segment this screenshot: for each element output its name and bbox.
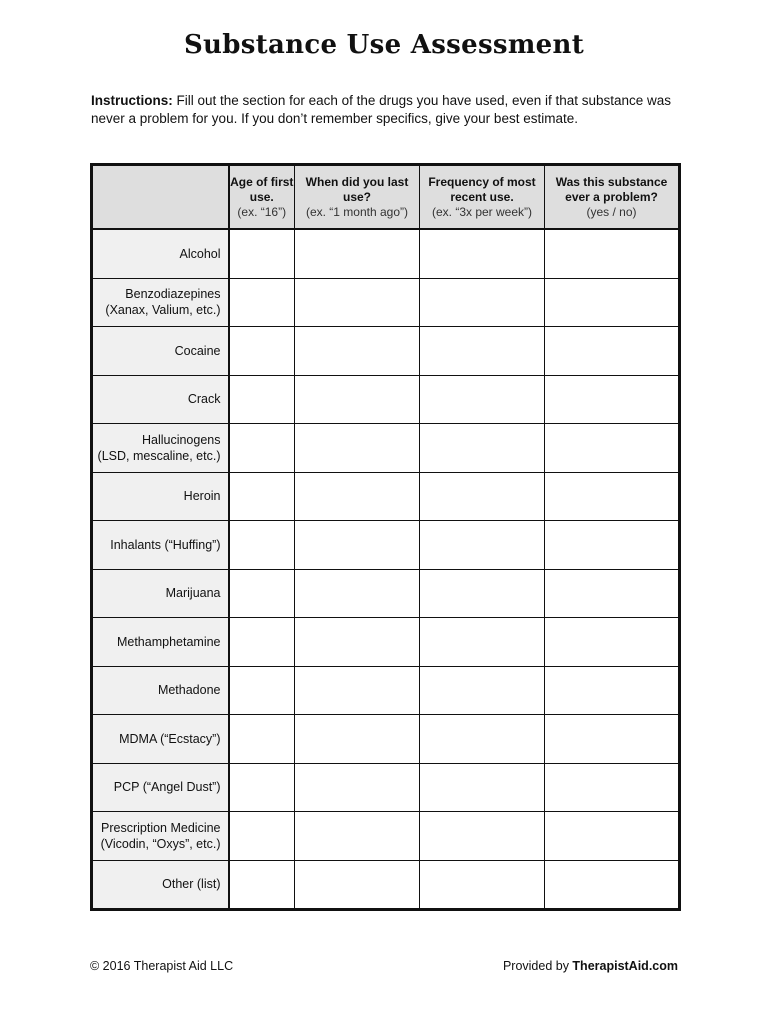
frequency-cell[interactable] [420, 472, 545, 521]
footer-provided-by: Provided by TherapistAid.com [502, 959, 678, 973]
substance-name: Other (list) [162, 877, 221, 892]
table-row [92, 327, 680, 376]
age-first-use-cell[interactable] [229, 375, 295, 424]
age-first-use-cell[interactable] [229, 278, 295, 327]
substance-label [92, 715, 229, 764]
age-first-use-cell[interactable] [229, 521, 295, 570]
substance-label [92, 763, 229, 812]
table-row [92, 860, 680, 910]
substance-name: Inhalants (“Huffing”) [110, 537, 221, 552]
footer-copyright: © 2016 Therapist Aid LLC [90, 959, 234, 973]
substance-label [92, 278, 229, 327]
last-use-cell[interactable] [295, 618, 420, 667]
header-corner-cell [92, 165, 229, 230]
frequency-cell[interactable] [420, 521, 545, 570]
instructions-label: Instructions: [91, 93, 173, 108]
frequency-cell[interactable] [420, 278, 545, 327]
table-row [92, 424, 680, 473]
table-row [92, 763, 680, 812]
table-row [92, 375, 680, 424]
table-row [92, 278, 680, 327]
substance-name: Alcohol [179, 246, 221, 261]
table-row [92, 812, 680, 861]
age-first-use-cell[interactable] [229, 424, 295, 473]
age-first-use-cell[interactable] [229, 569, 295, 618]
problem-cell[interactable] [545, 229, 680, 278]
instructions [91, 92, 681, 128]
table-row [92, 569, 680, 618]
age-first-use-cell[interactable] [229, 860, 295, 910]
problem-cell[interactable] [545, 472, 680, 521]
table-row [92, 715, 680, 764]
substance-label [92, 618, 229, 667]
header-last-use: When did you last use? (ex. “1 month ago”) [295, 165, 420, 230]
problem-cell[interactable] [545, 618, 680, 667]
substance-name: Benzodiazepines [125, 287, 221, 302]
header-age-first-use: Age of first use. (ex. “16”) [229, 165, 295, 230]
problem-cell[interactable] [545, 860, 680, 910]
substance-label [92, 424, 229, 473]
frequency-cell[interactable] [420, 763, 545, 812]
substance-label [92, 472, 229, 521]
table-row [92, 472, 680, 521]
age-first-use-cell[interactable] [229, 666, 295, 715]
age-first-use-cell[interactable] [229, 618, 295, 667]
footer-site: TherapistAid.com [572, 959, 678, 973]
problem-cell[interactable] [545, 375, 680, 424]
problem-cell[interactable] [545, 327, 680, 376]
header-row [92, 165, 680, 230]
substance-name: Methamphetamine [116, 634, 221, 649]
problem-cell[interactable] [545, 278, 680, 327]
age-first-use-cell[interactable] [229, 327, 295, 376]
substance-name: Hallucinogens [141, 432, 221, 447]
substance-name: Prescription Medicine [101, 820, 221, 835]
substance-label [92, 375, 229, 424]
last-use-cell[interactable] [295, 424, 420, 473]
substance-name: Cocaine [174, 343, 221, 358]
last-use-cell[interactable] [295, 375, 420, 424]
frequency-cell[interactable] [420, 666, 545, 715]
substance-name: PCP (“Angel Dust”) [113, 780, 221, 795]
frequency-cell[interactable] [420, 618, 545, 667]
problem-cell[interactable] [545, 763, 680, 812]
problem-cell[interactable] [545, 521, 680, 570]
age-first-use-cell[interactable] [229, 472, 295, 521]
last-use-cell[interactable] [295, 278, 420, 327]
table-row [92, 521, 680, 570]
last-use-cell[interactable] [295, 860, 420, 910]
table-row [92, 666, 680, 715]
substance-label [92, 666, 229, 715]
last-use-cell[interactable] [295, 812, 420, 861]
frequency-cell[interactable] [420, 327, 545, 376]
table-row [92, 229, 680, 278]
frequency-cell[interactable] [420, 715, 545, 764]
last-use-cell[interactable] [295, 569, 420, 618]
frequency-cell[interactable] [420, 229, 545, 278]
frequency-cell[interactable] [420, 569, 545, 618]
problem-cell[interactable] [545, 424, 680, 473]
last-use-cell[interactable] [295, 327, 420, 376]
substance-label [92, 521, 229, 570]
instructions-text: Fill out the section for each of the drugs you have used, even if that substance was never a problem for you. If you don’t remember specifics, give your best estimate. [91, 93, 672, 126]
age-first-use-cell[interactable] [229, 715, 295, 764]
frequency-cell[interactable] [420, 375, 545, 424]
substance-label [92, 569, 229, 618]
substance-name: Methadone [157, 683, 221, 698]
problem-cell[interactable] [545, 666, 680, 715]
substance-name: MDMA (“Ecstacy”) [119, 731, 221, 746]
age-first-use-cell[interactable] [229, 812, 295, 861]
substance-name: Heroin [183, 489, 221, 504]
substance-label [92, 812, 229, 861]
last-use-cell[interactable] [295, 521, 420, 570]
substance-name: Marijuana [165, 586, 221, 601]
last-use-cell[interactable] [295, 666, 420, 715]
header-frequency: Frequency of most recent use. (ex. “3x per week”) [420, 165, 545, 230]
substance-examples: (Vicodin, “Oxys”, etc.) [100, 836, 221, 851]
substance-examples: (LSD, mescaline, etc.) [97, 448, 221, 463]
frequency-cell[interactable] [420, 424, 545, 473]
substance-label [92, 327, 229, 376]
problem-cell[interactable] [545, 812, 680, 861]
age-first-use-cell[interactable] [229, 763, 295, 812]
last-use-cell[interactable] [295, 229, 420, 278]
last-use-cell[interactable] [295, 715, 420, 764]
frequency-cell[interactable] [420, 860, 545, 910]
last-use-cell[interactable] [295, 472, 420, 521]
substance-label [92, 860, 229, 910]
substance-name: Crack [187, 392, 221, 407]
last-use-cell[interactable] [295, 763, 420, 812]
substance-label [92, 229, 229, 278]
substance-examples: (Xanax, Valium, etc.) [105, 303, 221, 318]
table-row [92, 618, 680, 667]
page-title: Substance Use Assessment [183, 30, 585, 60]
frequency-cell[interactable] [420, 812, 545, 861]
problem-cell[interactable] [545, 569, 680, 618]
problem-cell[interactable] [545, 715, 680, 764]
age-first-use-cell[interactable] [229, 229, 295, 278]
substance-table [90, 163, 681, 911]
header-problem: Was this substance ever a problem? (yes / no) [545, 165, 680, 230]
